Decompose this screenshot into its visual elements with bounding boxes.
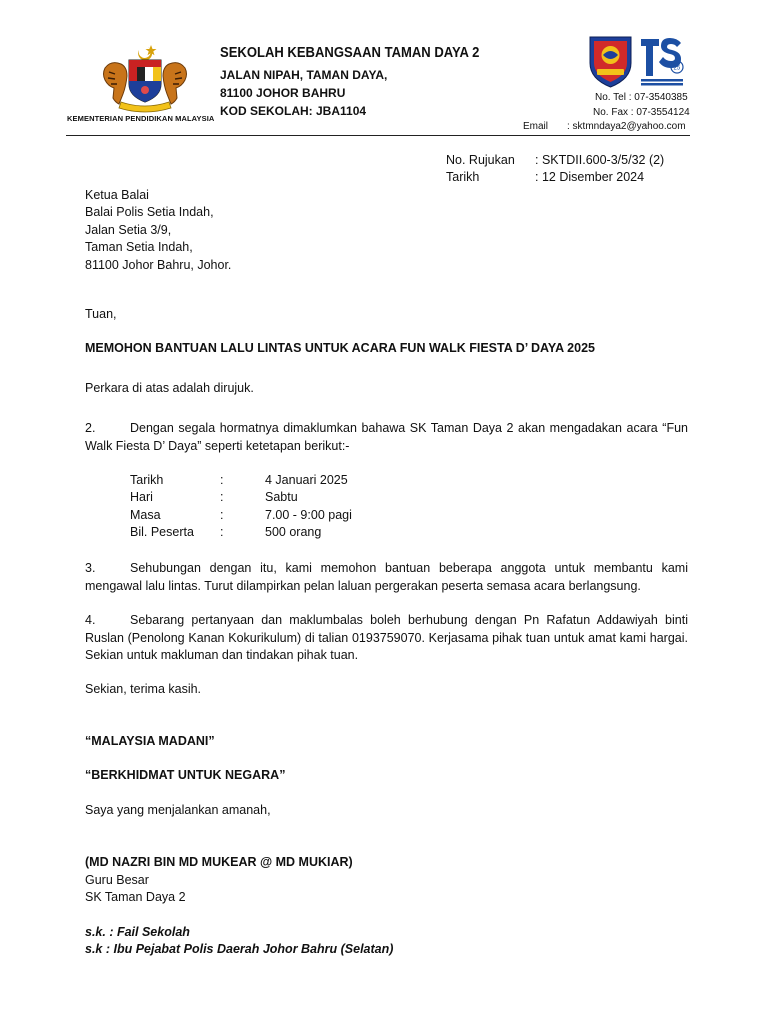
ministry-coat-of-arms-logo: [95, 42, 195, 114]
school-email: : sktmndaya2@yahoo.com: [567, 121, 686, 132]
school-code: KOD SEKOLAH: JBA1104: [220, 104, 367, 118]
detail-key: Masa: [130, 508, 161, 522]
cc-line: s.k. : Fail Sekolah: [85, 925, 190, 939]
detail-colon: :: [220, 508, 224, 522]
recipient-line: Balai Polis Setia Indah,: [85, 205, 214, 219]
school-fax: No. Fax : 07-3554124: [593, 107, 690, 118]
intro-paragraph: Perkara di atas adalah dirujuk.: [85, 381, 254, 395]
detail-colon: :: [220, 490, 224, 504]
letter-subject: MEMOHON BANTUAN LALU LINTAS UNTUK ACARA FUN WALK FIESTA D’ DAYA 2025: [85, 341, 595, 355]
recipient-line: Jalan Setia 3/9,: [85, 223, 172, 237]
detail-colon: :: [220, 473, 224, 487]
paragraph-number: 3.: [85, 561, 96, 575]
recipient-line: Taman Setia Indah,: [85, 240, 193, 254]
school-name: SEKOLAH KEBANGSAAN TAMAN DAYA 2: [220, 45, 480, 61]
detail-key: Bil. Peserta: [130, 525, 194, 539]
closing-line: Sekian, terima kasih.: [85, 682, 202, 696]
reference-label: No. Rujukan: [446, 153, 515, 167]
signatory-title: Guru Besar: [85, 873, 149, 887]
detail-key: Hari: [130, 490, 153, 504]
trust-line: Saya yang menjalankan amanah,: [85, 803, 271, 817]
header-divider: [66, 135, 690, 136]
recipient-line: 81100 Johor Bahru, Johor.: [85, 258, 232, 272]
cc-line: s.k : Ibu Pejabat Polis Daerah Johor Bahru (Selatan): [85, 942, 394, 956]
detail-value: 4 Januari 2025: [265, 473, 348, 487]
detail-value: Sabtu: [265, 490, 298, 504]
detail-value: 7.00 - 9:00 pagi: [265, 508, 352, 522]
paragraph-3: [85, 560, 688, 595]
school-address-line-2: 81100 JOHOR BAHRU: [220, 86, 346, 100]
paragraph-text: Sebarang pertanyaan dan maklumbalas boleh berhubung dengan Pn Rafatun Addawiyah binti Ruslan (Penolong Kanan Kokurikulum) di talian 0193759070. Kerjasama pihak tuan untuk amat kami hargai. Sekian untuk makluman dan tindakan pihak tuan.: [85, 613, 688, 662]
reference-number: : SKTDII.600-3/5/32 (2): [535, 153, 665, 167]
paragraph-text: Dengan segala hormatnya dimaklumkan bahawa SK Taman Daya 2 akan mengadakan acara “Fun Walk Fiesta D’ Daya” seperti ketetapan berikut:-: [85, 421, 688, 453]
school-telephone: No. Tel : 07-3540385: [595, 92, 688, 103]
paragraph-number: 4.: [85, 613, 96, 627]
svg-text:25: 25: [673, 65, 681, 72]
motto-berkhidmat: “BERKHIDMAT UNTUK NEGARA”: [85, 768, 286, 782]
recipient-line: Ketua Balai: [85, 188, 149, 202]
school-address-line-1: JALAN NIPAH, TAMAN DAYA,: [220, 68, 388, 82]
ts25-logo: [637, 33, 687, 89]
paragraph-text: Sehubungan dengan itu, kami memohon bantuan beberapa anggota untuk membantu kami mengawal lalu lintas. Turut dilampirkan pelan laluan pergerakan peserta semasa acara berlangsung.: [85, 561, 688, 593]
ministry-caption: KEMENTERIAN PENDIDIKAN MALAYSIA: [67, 114, 215, 123]
motto-malaysia-madani: “MALAYSIA MADANI”: [85, 734, 215, 748]
letter-date: : 12 Disember 2024: [535, 170, 645, 184]
detail-key: Tarikh: [130, 473, 164, 487]
paragraph-4: [85, 612, 688, 665]
email-label: Email: [523, 121, 549, 132]
paragraph-number: 2.: [85, 421, 96, 435]
detail-colon: :: [220, 525, 224, 539]
salutation: Tuan,: [85, 307, 117, 321]
detail-value: 500 orang: [265, 525, 322, 539]
school-crest-logo: [588, 33, 633, 89]
date-label: Tarikh: [446, 170, 480, 184]
paragraph-2: [85, 420, 688, 455]
signatory-organisation: SK Taman Daya 2: [85, 890, 186, 904]
signatory-name: (MD NAZRI BIN MD MUKEAR @ MD MUKIAR): [85, 855, 353, 869]
